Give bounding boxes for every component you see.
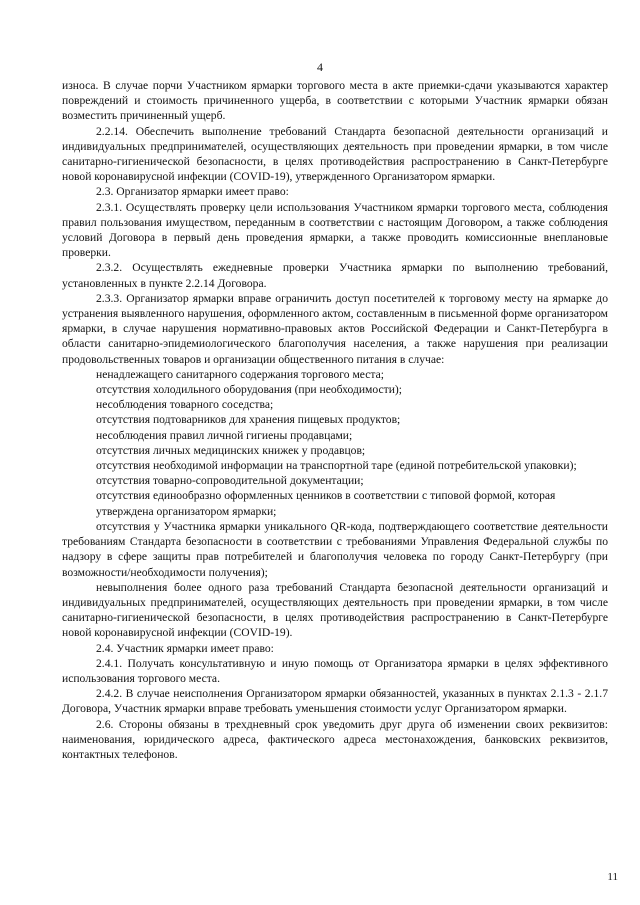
list-item: отсутствия холодильного оборудования (при необходимости); [96,383,402,397]
corner-number: 11 [607,871,618,883]
paragraph: 2.4.2. В случае неисполнения Организатором ярмарки обязанностей, указанных в пунктах 2.1.3 - 2.1.7 Договора, Участник ярмарки вправе требовать уменьшения стоимости услуг Организатором ярмарки. [62,687,608,716]
list-item: отсутствия единообразно оформленных ценников в соответствии с типовой формой, которая утверждена организатором ярмарки; [96,489,556,518]
paragraph: 2.4. Участник ярмарки имеет право: [96,641,274,655]
paragraph: невыполнения более одного раза требований Стандарта безопасной деятельности организаций и индивидуальных предпринимателей, осуществляющих деятельность при проведении ярмарки, в том числе санитарно-гигиенической безопасности, в целях противодействия распространению в Санкт-Петербурге новой коронавирусной инфекции (COVID-19). [62,580,608,640]
paragraph: 2.3.1. Осуществлять проверку цели использования Участником ярмарки торгового места, соблюдения правил пользования имуществом, переданным в соответствии с настоящим Договором, а также соблюдения условий Договора в первый день проведения ярмарки, а также проводить комиссионные внеплановые проверки. [62,200,608,260]
paragraph: 2.2.14. Обеспечить выполнение требований Стандарта безопасной деятельности организаций и индивидуальных предпринимателей, осуществляющих деятельность при проведении ярмарки, в том числе санитарно-гигиенической безопасности, в целях противодействия распространению в Санкт-Петербурге новой коронавирусной инфекции (COVID-19), утвержденного Организатором ярмарки. [62,124,608,184]
list-item: отсутствия товарно-сопроводительной документации; [96,474,364,488]
list-item: ненадлежащего санитарного содержания торгового места; [96,367,384,381]
paragraph: 2.4.1. Получать консультативную и иную помощь от Организатора ярмарки в целях эффективного использования торгового места. [62,656,608,685]
paragraph: отсутствия у Участника ярмарки уникального QR-кода, подтверждающего соответствие деятельности требованиям Стандарта безопасности в соответствии с требованиями Управления Федеральной службы по надзору в сфере защиты прав потребителей и благополучия человека по городу Санкт-Петербургу (при возможности/необходимости получения); [62,519,608,579]
paragraph: износа. В случае порчи Участником ярмарки торгового места в акте приемки-сдачи указываются характер повреждений и стоимость причиненного ущерба, в соответствии с которыми Участник ярмарки обязан возместить причиненный ущерб. [62,79,608,123]
paragraph: 2.3. Организатор ярмарки имеет право: [96,185,289,199]
paragraph: 2.6. Стороны обязаны в трехдневный срок уведомить друг друга об изменении своих реквизитов: наименования, юридического адреса, фактического адреса местонахождения, банковских реквизитов, контактных телефонов. [62,717,608,761]
paragraph: отсутствия необходимой информации на транспортной таре (единой потребительской упаковки); [96,459,577,473]
paragraph: 2.3.3. Организатор ярмарки вправе ограничить доступ посетителей к торговому месту на ярмарке до устранения выявленного нарушения, оформленного актом, составленным в письменной форме организатором ярмарки, в случае нарушения нормативно-правовых актов Российской Федерации и Санкт-Петербурга в области санитарно-эпидемиологического благополучия населения, а также нарушения при реализации продовольственных товаров и организации общественного питания в случае: [62,291,608,366]
list-item: отсутствия подтоварников для хранения пищевых продуктов; [96,413,401,427]
list-item: несоблюдения правил личной гигиены продавцами; [96,428,353,442]
list-item: отсутствия личных медицинских книжек у продавцов; [96,443,366,457]
document-body [62,78,608,762]
paragraph: 2.3.2. Осуществлять ежедневные проверки Участника ярмарки по выполнению требований, установленных в пункте 2.2.14 Договора. [62,261,608,290]
list-item: несоблюдения товарного соседства; [96,398,274,412]
page-number: 4 [317,60,323,74]
